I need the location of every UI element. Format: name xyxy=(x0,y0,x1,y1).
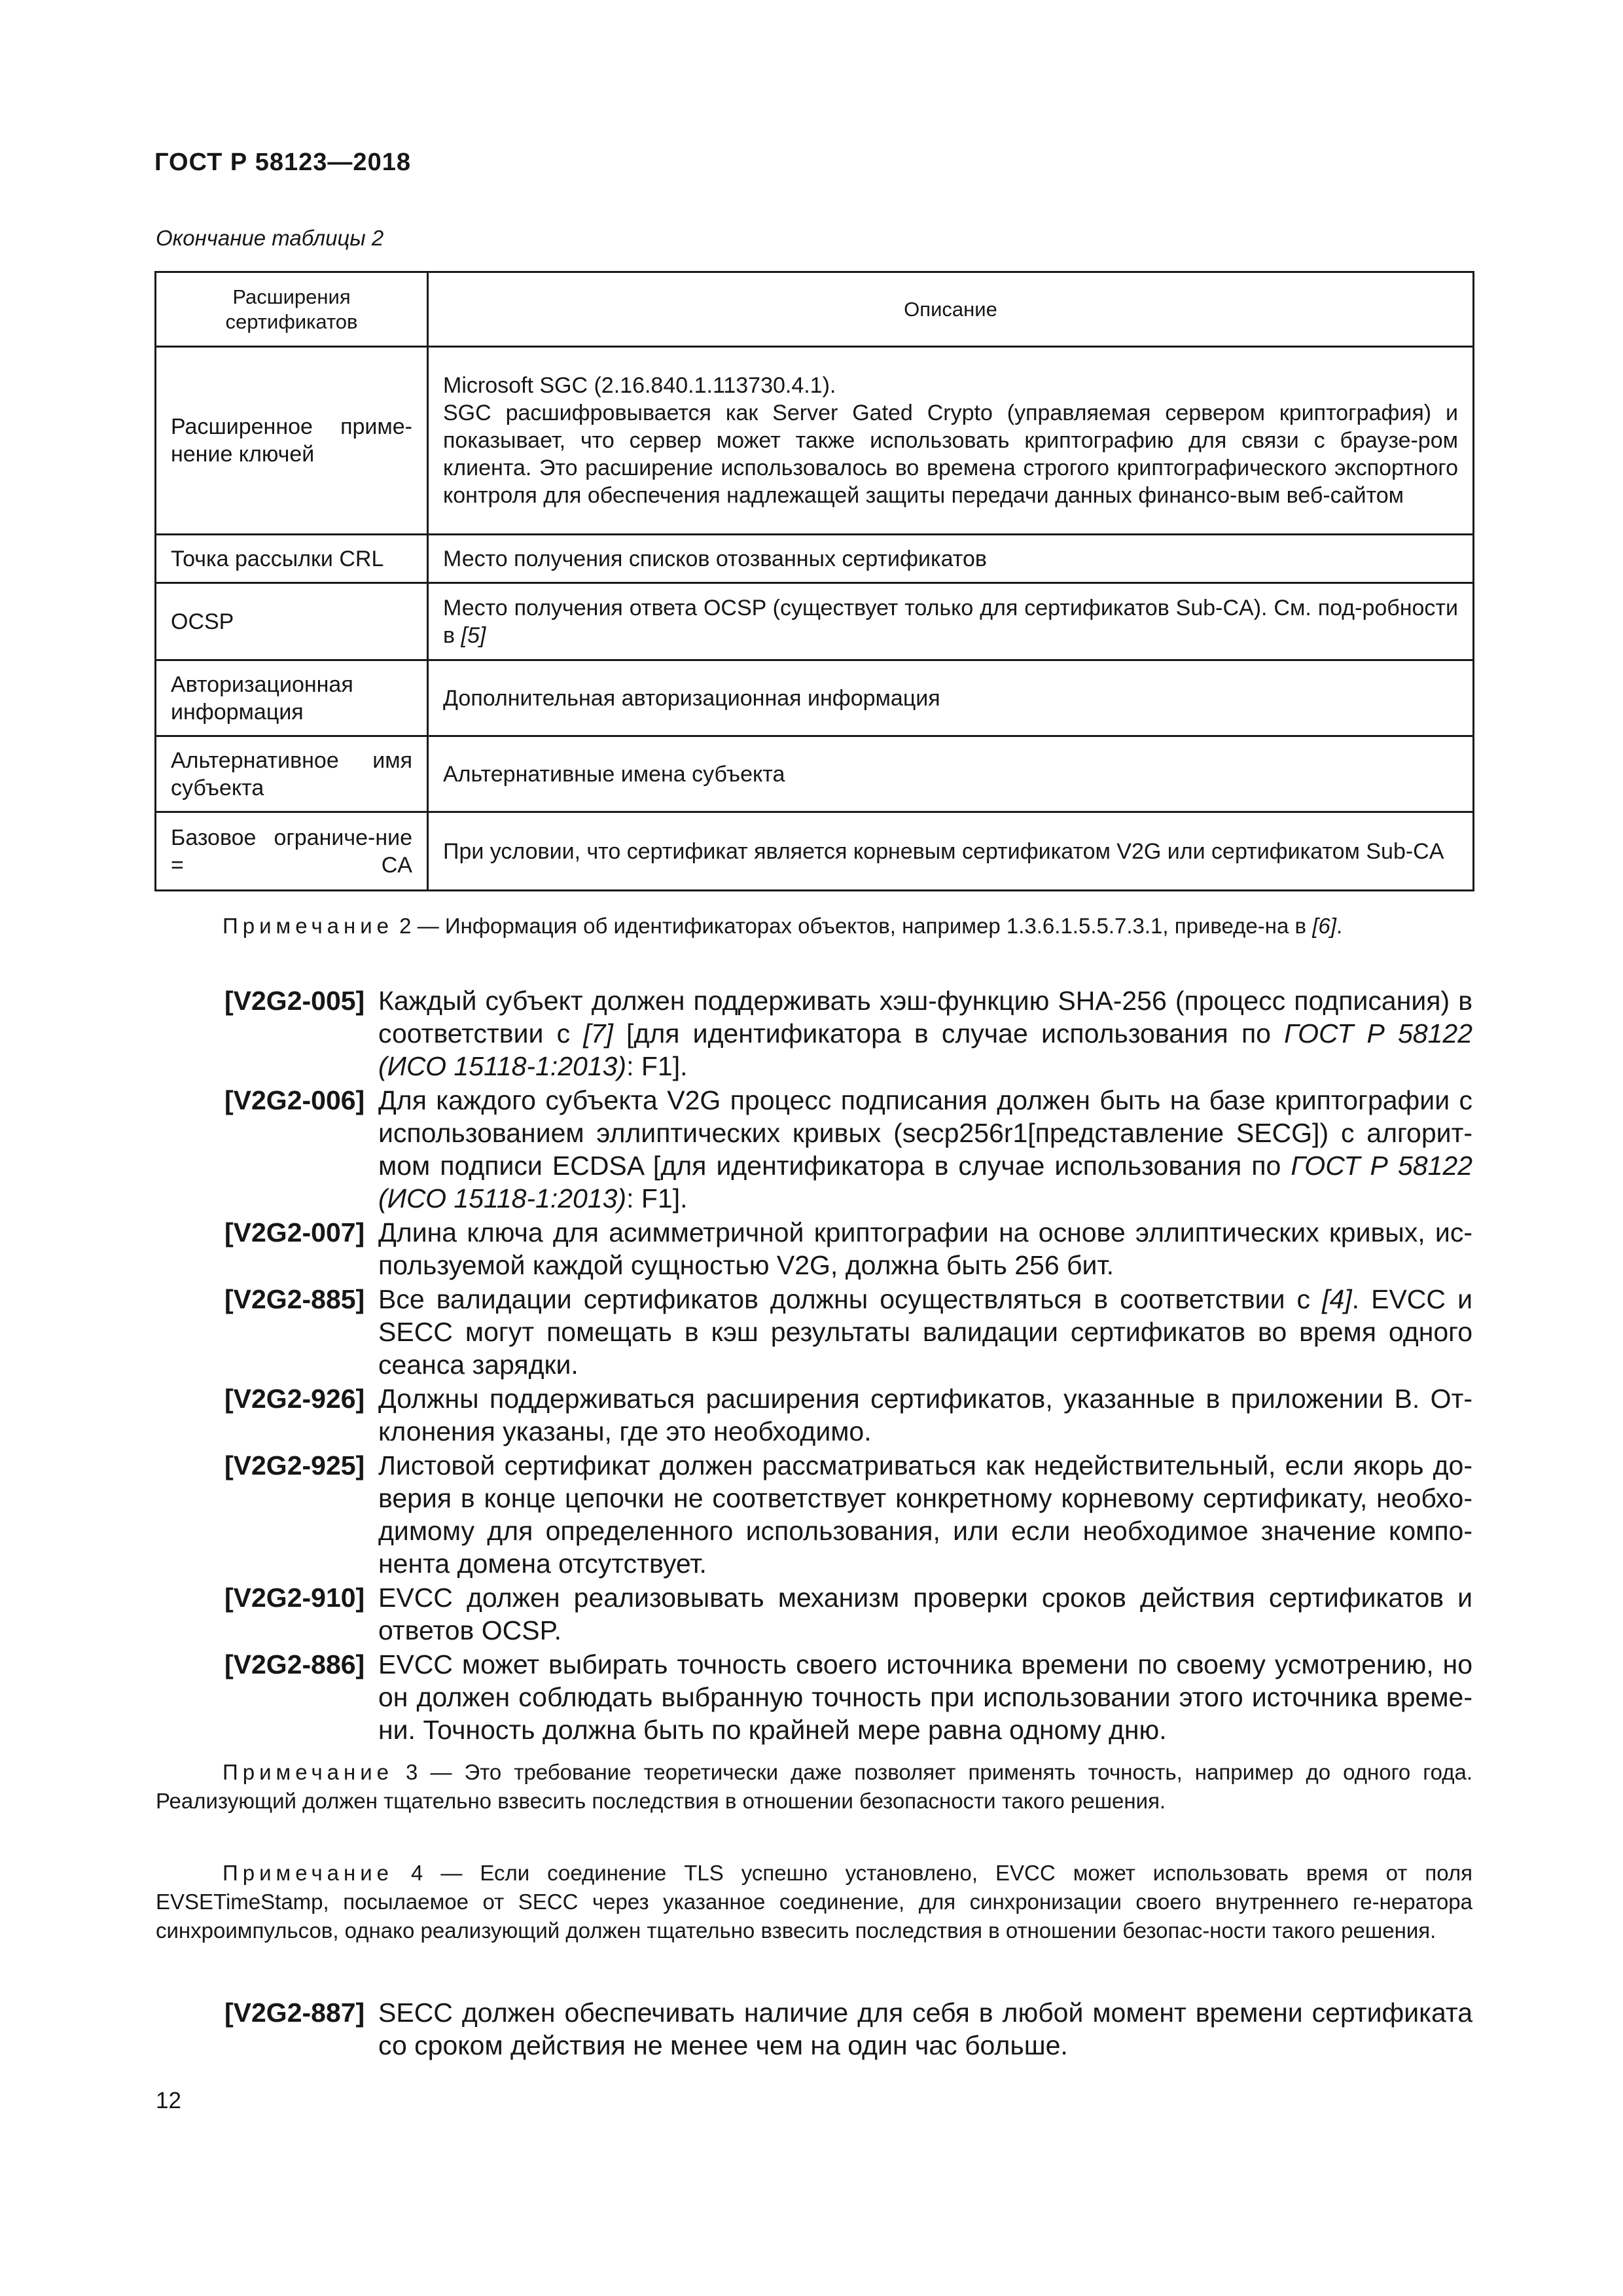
requirement-item xyxy=(224,1581,1472,1647)
requirement-item xyxy=(224,1449,1472,1580)
reference-link: [7] xyxy=(583,1018,613,1049)
standard-reference: ГОСТ Р 58122 (ИСО 15118-1:2013) xyxy=(378,1018,1472,1081)
description-cell: Место получения списков отозванных сертификатов xyxy=(428,535,1474,583)
extension-name-cell xyxy=(156,812,428,891)
description-cell: Альтернативные имена субъекта xyxy=(428,736,1474,812)
note-4 xyxy=(156,1859,1472,1945)
requirement-text xyxy=(378,1283,1472,1381)
requirement-text: EVCC может выбирать точность своего источника времени по своему усмотрению, но он должен соблюдать выбранную точность при использовании этого источника време-ни. Точность должна быть по крайней мере равна одному дню. xyxy=(378,1649,1472,1745)
requirement-id: [V2G2-925] xyxy=(224,1450,365,1480)
extension-name-cell: Расширенное приме-нение ключей xyxy=(156,347,428,535)
extension-name-cell: Альтернативное имя субъекта xyxy=(156,736,428,812)
extension-name-cell: Авторизационная информация xyxy=(156,660,428,736)
note-2 xyxy=(156,912,1472,941)
certificate-extensions-table xyxy=(154,271,1474,891)
requirement-text-part: : F1]. xyxy=(626,1051,688,1081)
reference-link: [5] xyxy=(461,622,486,648)
requirement-id: [V2G2-886] xyxy=(224,1649,365,1679)
note-text: 3 — Это требование теоретически даже позволяет применять точность, например до одного года. Реализующий должен тщательно взвесить последствия в отношении безопасности такого решения. xyxy=(156,1760,1472,1813)
requirement-text-part: . EVCC и SECC могут помещать в кэш результаты валидации сертификатов во время одного сеанса зарядки. xyxy=(378,1284,1472,1380)
requirement-text: SECC должен обеспечивать наличие для себя в любой момент времени сертификата со сроком действия не менее чем на один час больше. xyxy=(378,1998,1472,2060)
extension-name-text: Базовое ограниче-ние = CA xyxy=(171,825,412,878)
table-row xyxy=(156,347,1474,535)
page-number: 12 xyxy=(156,2088,181,2113)
extension-name-cell: Точка рассылки CRL xyxy=(156,535,428,583)
reference-link: [4] xyxy=(1322,1284,1352,1314)
requirement-text-part: Для каждого субъекта V2G процесс подписания должен быть на базе криптографии с использованием эллиптических кривых (secp256r1[представление SECG]) с алгорит-мом подписи ECDSA [для идентификатора в случае использования по xyxy=(378,1085,1472,1181)
note-label: Примечание xyxy=(223,914,394,938)
description-cell xyxy=(428,347,1474,535)
requirement-item xyxy=(224,1216,1472,1282)
description-cell xyxy=(428,583,1474,660)
requirement-id: [V2G2-007] xyxy=(224,1217,365,1247)
requirement-item xyxy=(224,1382,1472,1448)
requirement-text xyxy=(378,1084,1472,1215)
column-header-description: Описание xyxy=(428,272,1474,347)
note-3 xyxy=(156,1758,1472,1816)
requirements-list xyxy=(224,984,1472,1748)
note-text-end: . xyxy=(1336,914,1343,938)
description-line: SGC расшифровывается как Server Gated Crypto (управляемая сервером криптография) и показывает, что сервер может также использовать криптографию для связи с браузе-ром клиента. Это расширение использовалось во времена строгого криптографического экспортного контроля для обеспечения надлежащей защиты передачи данных финансо-вым веб-сайтом xyxy=(443,401,1458,508)
note-text: 4 — Если соединение TLS успешно установлено, EVCC может использовать время от поля EVSETimeStamp, посылаемое от SECC через указанное соединение, для синхронизации своего внутреннего ге-нератора синхроимпульсов, однако реализующий должен тщательно взвесить последствия в отношении безопас-ности такого решения. xyxy=(156,1861,1472,1943)
standard-reference: ГОСТ Р 58122 (ИСО 15118-1:2013) xyxy=(378,1151,1472,1213)
table-row xyxy=(156,660,1474,736)
table-row xyxy=(156,583,1474,660)
requirement-item xyxy=(224,1996,1472,2062)
requirement-text-part: Все валидации сертификатов должны осуществляться в соответствии с xyxy=(378,1284,1323,1314)
requirement-item xyxy=(224,1283,1472,1381)
document-header: ГОСТ Р 58123—2018 xyxy=(154,149,411,176)
description-cell: При условии, что сертификат является корневым сертификатом V2G или сертификатом Sub-CA xyxy=(428,812,1474,891)
table-row xyxy=(156,736,1474,812)
extension-name-cell: OCSP xyxy=(156,583,428,660)
requirement-text-part: [для идентификатора в случае использования по xyxy=(613,1018,1285,1049)
table-row xyxy=(156,812,1474,891)
requirement-id: [V2G2-006] xyxy=(224,1085,365,1115)
table-row xyxy=(156,535,1474,583)
requirement-text: Листовой сертификат должен рассматриваться как недействительный, если якорь до-верия в конце цепочки не соответствует конкретному корневому сертификату, необхо-димому для определенного использования, или если необходимое значение компо-нента домена отсутствует. xyxy=(378,1450,1472,1579)
table-header-row xyxy=(156,272,1474,347)
requirements-list-final xyxy=(224,1996,1472,2063)
requirement-text: EVCC должен реализовывать механизм проверки сроков действия сертификатов и ответов OCSP. xyxy=(378,1583,1472,1645)
description-cell: Дополнительная авторизационная информация xyxy=(428,660,1474,736)
note-text: 2 — Информация об идентификаторах объектов, например 1.3.6.1.5.5.7.3.1, приведе-на в xyxy=(393,914,1313,938)
requirement-text xyxy=(378,984,1472,1083)
requirement-id: [V2G2-910] xyxy=(224,1583,365,1613)
requirement-item xyxy=(224,1084,1472,1215)
column-header-extensions: Расширения сертификатов xyxy=(156,272,428,347)
requirement-id: [V2G2-885] xyxy=(224,1284,365,1314)
requirement-item xyxy=(224,1648,1472,1746)
reference-link: [6] xyxy=(1312,914,1336,938)
requirement-item xyxy=(224,984,1472,1083)
description-line: Microsoft SGC (2.16.840.1.113730.4.1). xyxy=(443,373,836,398)
requirement-text-part: Каждый субъект должен поддерживать хэш-функцию SHA-256 (процесс подписания) в соответствии с xyxy=(378,986,1472,1049)
requirement-text-part: : F1]. xyxy=(626,1183,688,1213)
requirement-id: [V2G2-926] xyxy=(224,1384,365,1414)
note-label: Примечание xyxy=(223,1760,394,1784)
note-label: Примечание xyxy=(223,1861,394,1885)
table-caption: Окончание таблицы 2 xyxy=(156,226,384,250)
requirement-id: [V2G2-005] xyxy=(224,986,365,1016)
requirement-text: Длина ключа для асимметричной криптографии на основе эллиптических кривых, ис-пользуемой каждой сущностью V2G, должна быть 256 бит. xyxy=(378,1217,1472,1280)
requirement-text: Должны поддерживаться расширения сертификатов, указанные в приложении В. От-клонения указаны, где это необходимо. xyxy=(378,1384,1472,1446)
requirement-id: [V2G2-887] xyxy=(224,1998,365,2028)
description-text: Место получения ответа OCSP (существует только для сертификатов Sub-CA). См. под-робности в xyxy=(443,595,1458,648)
